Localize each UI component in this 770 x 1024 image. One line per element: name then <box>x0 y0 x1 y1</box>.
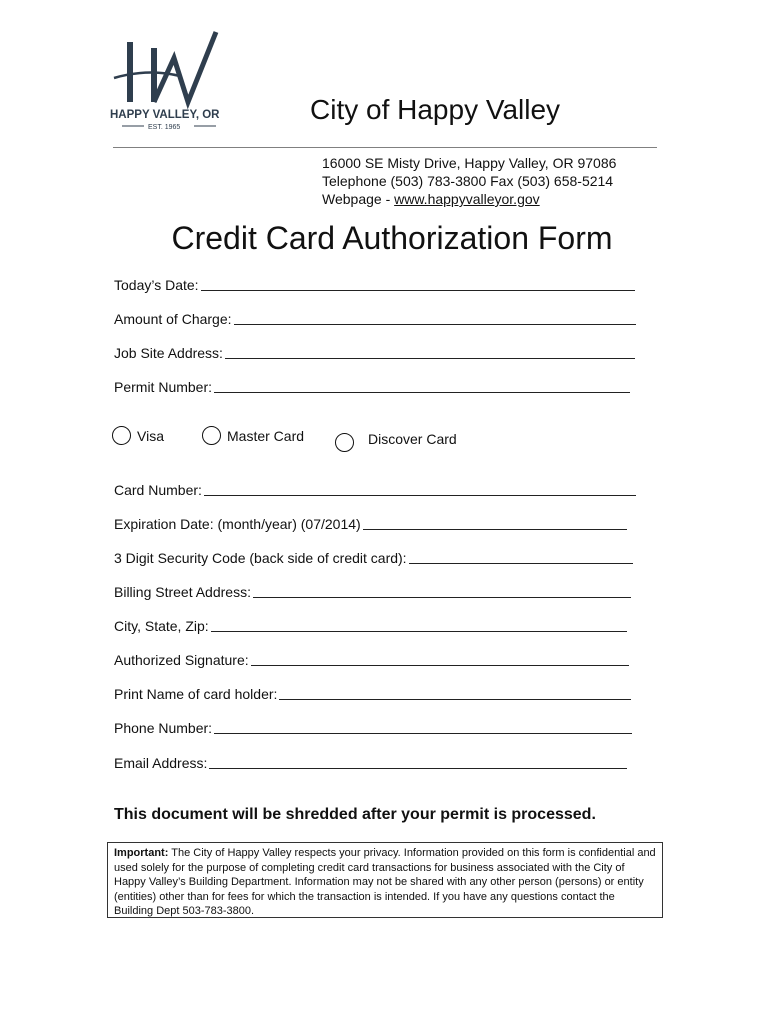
amount-of-charge-label: Amount of Charge: <box>114 311 232 327</box>
master-card-label: Master Card <box>227 427 305 444</box>
security-code-line[interactable] <box>409 550 633 564</box>
important-text: The City of Happy Valley respects your privacy. Information provided on this form is confidential and used solely for the purpose of completing credit card transactions for business associated with the City of Happy Valley’s Building Department. Information may not be shared with any other person (persons) or entity (entities) other than for fees for which the transaction is intended. If you have any questions contact the Building Dept 503-783-3800. <box>114 847 656 918</box>
card-holder-name-line[interactable] <box>279 686 631 700</box>
security-code-field[interactable] <box>114 550 633 566</box>
phone-number-line[interactable] <box>214 720 632 734</box>
webpage-label: Webpage - <box>322 191 395 207</box>
logo-est: EST. 1965 <box>148 124 181 131</box>
city-state-zip-line[interactable] <box>211 618 627 632</box>
logo-name: HAPPY VALLEY, OR <box>110 109 220 121</box>
permit-number-label: Permit Number: <box>114 379 213 395</box>
expiration-date-field[interactable] <box>114 516 627 532</box>
security-code-label: 3 Digit Security Code (back side of credit card): <box>114 550 407 566</box>
permit-number-line[interactable] <box>214 379 630 393</box>
city-state-zip-label: City, State, Zip: <box>114 618 209 634</box>
phone-fax: Telephone (503) 783-3800 Fax (503) 658-5214 <box>322 173 614 189</box>
privacy-notice-box <box>107 842 663 918</box>
billing-street-address-line[interactable] <box>253 584 631 598</box>
authorized-signature-line[interactable] <box>251 652 629 666</box>
phone-number-field[interactable] <box>114 720 632 736</box>
card-holder-name-field[interactable] <box>114 686 631 702</box>
visa-radio[interactable] <box>112 426 131 445</box>
todays-date-field[interactable] <box>114 277 635 293</box>
webpage-line <box>322 190 616 208</box>
email-address-label: Email Address: <box>114 755 208 771</box>
todays-date-label: Today’s Date: <box>114 277 199 293</box>
important-heading: Important: <box>114 847 169 859</box>
master-card-radio[interactable] <box>202 426 221 445</box>
discover-card-label: Discover Card <box>368 430 457 447</box>
street-address: 16000 SE Misty Drive, Happy Valley, OR 97086 <box>322 155 617 171</box>
job-site-address-line[interactable] <box>225 345 635 359</box>
header-divider <box>113 147 657 148</box>
email-address-line[interactable] <box>209 755 627 769</box>
city-logo <box>108 28 234 136</box>
shred-notice: This document will be shredded after your permit is processed. <box>114 806 596 823</box>
job-site-address-field[interactable] <box>114 345 635 361</box>
todays-date-line[interactable] <box>201 277 635 291</box>
city-address-block <box>322 154 616 208</box>
job-site-address-label: Job Site Address: <box>114 345 223 361</box>
visa-label: Visa <box>137 427 164 444</box>
expiration-date-line[interactable] <box>363 516 627 530</box>
form-title: Credit Card Authorization Form <box>171 220 613 256</box>
city-title: City of Happy Valley <box>310 94 561 125</box>
card-number-field[interactable] <box>114 482 636 498</box>
phone-number-label: Phone Number: <box>114 720 213 736</box>
card-option-visa[interactable] <box>112 426 164 445</box>
amount-of-charge-line[interactable] <box>234 311 636 325</box>
permit-number-field[interactable] <box>114 379 630 395</box>
city-state-zip-field[interactable] <box>114 618 627 634</box>
card-option-discover[interactable] <box>335 425 457 452</box>
billing-street-address-label: Billing Street Address: <box>114 584 251 600</box>
amount-of-charge-field[interactable] <box>114 311 636 327</box>
card-number-line[interactable] <box>204 482 636 496</box>
billing-street-address-field[interactable] <box>114 584 631 600</box>
card-number-label: Card Number: <box>114 482 202 498</box>
card-option-master[interactable] <box>202 426 304 445</box>
expiration-date-label: Expiration Date: (month/year) (07/2014) <box>114 516 361 532</box>
discover-card-radio[interactable] <box>335 433 354 452</box>
email-address-field[interactable] <box>114 755 627 771</box>
authorized-signature-field[interactable] <box>114 652 629 668</box>
webpage-link[interactable]: www.happyvalleyor.gov <box>394 191 540 207</box>
authorized-signature-label: Authorized Signature: <box>114 652 249 668</box>
card-holder-name-label: Print Name of card holder: <box>114 686 278 702</box>
